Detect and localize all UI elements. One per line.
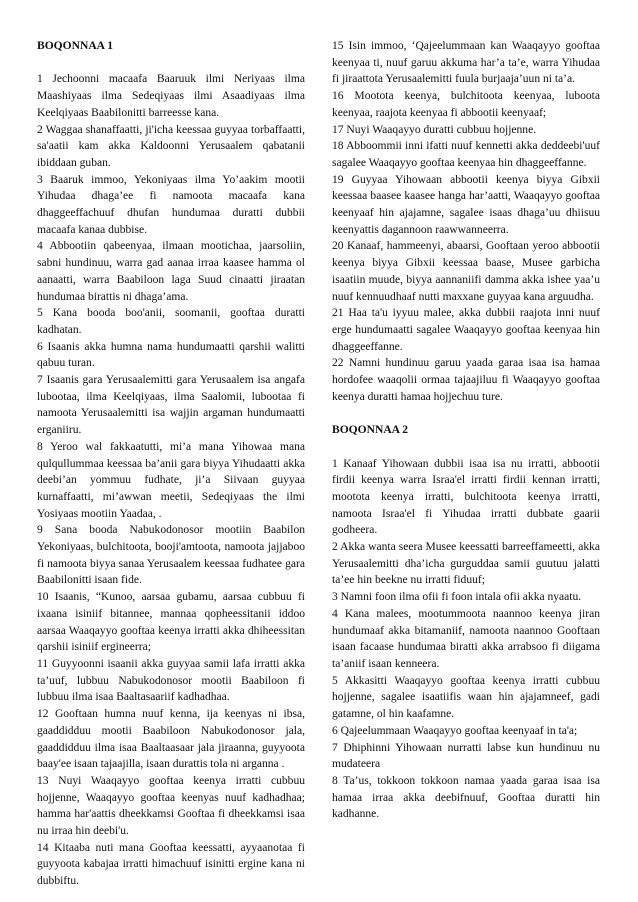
right-column	[332, 38, 600, 823]
verse-paragraph: 8 Yeroo wal fakkaatutti, mi’a mana Yihowaa mana qulqullummaa keessaa ba’anii gara biyya Yihudaatti akka deebi’an yommuu fudhate, ji’a Siivaan guyyaa kurnaffaatti, mi’awwan meetii, Sedeqiyaas the ilmi Yosiyaas mootiin Yaadaa, .	[37, 440, 305, 520]
verse-paragraph: 16 Mootota keenya, bulchitoota keenyaa, luboota keenyaa, raajota keenyaa fi abbootii keenyaaf;	[332, 90, 600, 119]
verse-paragraph: 13 Nuyi Waaqayyo gooftaa keenya irratti cubbuu hojjenne, Waaqayyo gooftaa keenyas nuuf kadhadhaa; hamma har'aattis dheekkamsi Gooftaa fi dheekkamsi isaa nu irraa hin deebi'u.	[37, 774, 305, 838]
left-column	[37, 38, 305, 890]
verse-paragraph: 19 Guyyaa Yihowaan abbootii keenya biyya Gibxii keessaa baasee kaasee hanga har’aatti, Waaqayyo gooftaa keenyaaf hin ajajamne, sagalee isaas dhaga’uu dhiisuu keenyattis dagannoon raawwanneerra.	[332, 173, 600, 236]
verse-paragraph: 12 Gooftaan humna nuuf kenna, ija keenyas ni ibsa, gaaddidduu mootii Baabiloon Nabukodonosor jala, gaaddidduu ilma isaa Baaltaasaar jala jiraanna, guyyoota baay'ee isaan tajaajilla, isaan durattis tola ni arganna .	[37, 708, 305, 771]
verse-paragraph: 3 Baaruk immoo, Yekoniyaas ilma Yo’aakim mootii Yihudaa dhaga’ee fi namoota macaafa kana dhaggeeffachuuf dhufan hundumaa duratti dubbii macaafa kanaa dubbise.	[37, 173, 305, 236]
verse-paragraph: 20 Kanaaf, hammeenyi, abaarsi, Gooftaan yeroo abbootii keenya biyya Gibxii keessaa baase, Musee garbicha isaatiin muude, biyya aannaniifi damma akka ishee yaa’u nuuf kennuudhaaf nutti maxxane guyyaa kana arguudha.	[332, 240, 600, 303]
chapter-heading-2: BOQONNAA 2	[332, 424, 409, 437]
verse-paragraph: 14 Kitaaba nuti mana Gooftaa keessatti, ayyaanotaa fi guyyoota kabajaa irratti himachuuf isinitti ergine kana ni dubbiftu.	[37, 841, 305, 888]
verse-paragraph: 7 Isaanis gara Yerusaalemitti gara Yerusaalem isa angafa lubootaa, ilma Keelqiyaas, ilma Saalomii, lubootaa fi namoota Yerusaalemitti isa wajjin argaman hundumaatti erganiiru.	[37, 374, 305, 437]
verse-paragraph: 4 Kana malees, mootummoota naannoo keenya jiran hundumaaf akka bitamaniif, namoota naannoo Gooftaan isaan facaase hundumaa biratti akka arrabsoo fi diigama ta’aniif isaan kenneera.	[332, 607, 600, 670]
verse-paragraph: 5 Akkasitti Waaqayyo gooftaa keenya irratti cubbuu hojjenne, sagalee isaatiifis waan hin ajajamneef, gadi gatamne, ol hin kaafamne.	[332, 674, 600, 721]
verse-paragraph: 3 Namni foon ilma ofii fi foon intala ofii akka nyaatu.	[332, 591, 582, 604]
verse-paragraph: 2 Waggaa shanaffaatti, ji'icha keessaa guyyaa torbaffaatti, sa'aatii kam akka Kaldoonni Yerusaalem qabatanii ibiddaan guban.	[37, 123, 305, 169]
chapter-heading-1: BOQONNAA 1	[37, 40, 114, 52]
verse-paragraph: 8 Ta’us, tokkoon tokkoon namaa yaada garaa isaa isa hamaa irraa akka deebifnuuf, Gooftaa duratti hin kadhanne.	[332, 774, 600, 821]
verse-paragraph: 21 Haa ta'u iyyuu malee, akka dubbii raajota inni nuuf erge hundumaatti sagalee Waaqayyo gooftaa keenyaa hin dhaggeeffanne.	[332, 307, 600, 353]
verse-paragraph: 2 Akka wanta seera Musee keessatti barreeffameetti, akka Yerusaalemitti dha’icha gurguddaa samii guutuu jalatti ta’ee hin beekne nu irratti fiduuf;	[332, 541, 600, 587]
verse-paragraph: 6 Isaanis akka humna nama hundumaatti qarshii walitti qabuu turan.	[37, 340, 305, 370]
verse-paragraph: 15 Isin immoo, ‘Qajeelummaan kan Waaqayyo gooftaa keenyaa ti, nuuf garuu akkuma har’a ta’e, warra Yihudaa fi jiraattota Yerusaalemitti fuula burjaaja’uun ni ta’a.	[332, 40, 600, 86]
verse-paragraph: 1 Jechoonni macaafa Baaruuk ilmi Neriyaas ilma Maashiyaas ilma Sedeqiyaas ilmi Asaadiyaas ilma Keelqiyaas Baabilonitti barreesse kana.	[37, 73, 305, 119]
verse-paragraph: 6 Qajeelummaan Waaqayyo gooftaa keenyaaf in ta'a;	[332, 724, 578, 737]
verse-paragraph: 17 Nuyi Waaqayyo duratti cubbuu hojjenne.	[332, 123, 537, 136]
verse-paragraph: 11 Guyyoonni isaanii akka guyyaa samii lafa irratti akka ta’uuf, lubbuu Nabukodonosor mootii Baabiloon fi lubbuu ilma isaa Baaltasaariif kadhadhaa.	[37, 658, 305, 704]
verse-paragraph: 9 Sana booda Nabukodonosor mootiin Baabilon Yekoniyaas, bulchitoota, booji'amtoota, namoota jajjaboo fi namoota biyya sanaa Yerusaalem keessaa fudhatee gara Baabilonitti isaan fide.	[37, 524, 305, 587]
verse-paragraph: 5 Kana booda boo'anii, soomanii, gooftaa duratti kadhatan.	[37, 307, 305, 336]
paragraph-gap	[332, 405, 600, 422]
verse-paragraph: 10 Isaanis, “Kunoo, aarsaa gubamu, aarsaa cubbuu fi ixaana isiniif bitannee, mannaa qopheessitanii iddoo aarsaa Waaqayyo gooftaa keenya irratti akka dhiheessitan qarshii isiniif ergineerra;	[37, 591, 305, 654]
verse-paragraph: 18 Abboommii inni ifatti nuuf kennetti akka deddeebi'uuf sagalee Waaqayyo gooftaa keenyaa hin dhaggeeffanne.	[332, 140, 600, 169]
verse-paragraph: 1 Kanaaf Yihowaan dubbii isaa isa nu irratti, abbootii firdii keenya warra Israa'el irratti firdii kennan irratti, mootota keenya irratti, bulchitoota keenya irratti, namoota Israa'el fi Yihudaa irratti dubbate gaarii godheera.	[332, 457, 600, 537]
verse-paragraph: 7 Dhiphinni Yihowaan nurratti labse kun hundinuu nu mudateera	[332, 741, 600, 771]
verse-paragraph: 4 Abbootiin qabeenyaa, ilmaan mootichaa, jaarsoliin, sabni hundinuu, warra gad aanaa irraa kaasee hamma ol aanaatti, warra Baabiloon laga Suud cinaatti jiraatan hundumaa birattis ni dhaga’ama.	[37, 240, 305, 303]
verse-paragraph: 22 Namni hundinuu garuu yaada garaa isaa isa hamaa hordofee waaqolii ormaa tajaajiluu fi Waaqayyo gooftaa keenya duratti hamaa hojjechuu ture.	[332, 357, 600, 403]
